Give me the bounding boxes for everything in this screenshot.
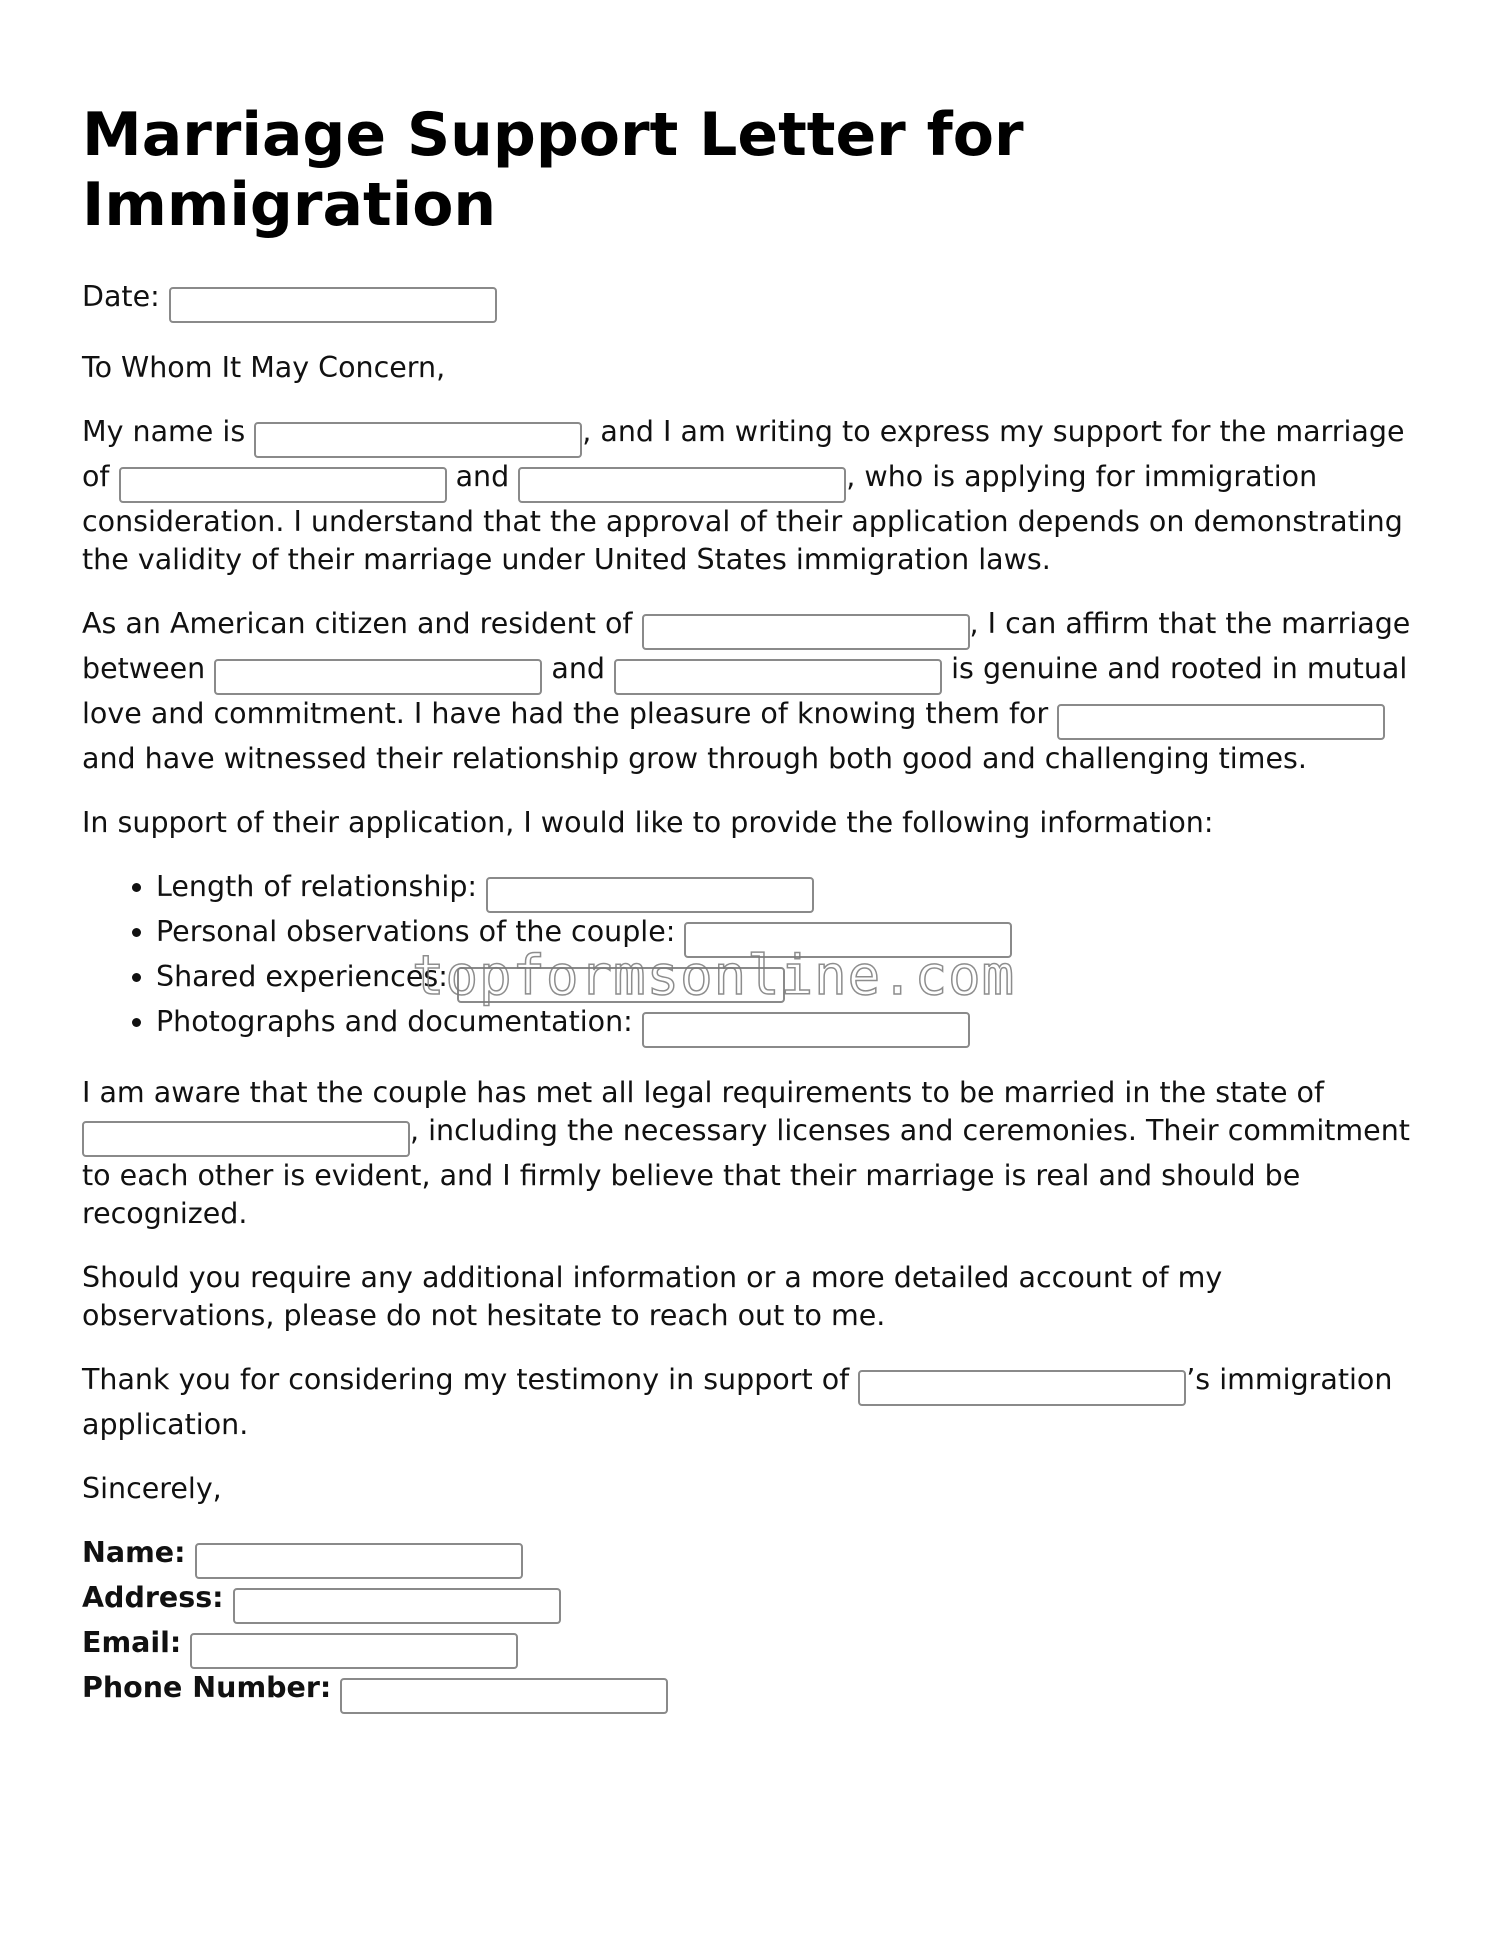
email-label: Email: (82, 1626, 182, 1659)
writer-name-input[interactable] (254, 422, 582, 458)
signature-block (82, 1534, 1412, 1714)
phone-label: Phone Number: (82, 1671, 332, 1704)
affirm-text-2: , I can affirm that the marriage between (82, 607, 1411, 685)
info-list (82, 868, 1412, 1048)
signature-email-row (82, 1624, 1412, 1669)
address-label: Address: (82, 1581, 224, 1614)
paragraph-contact: Should you require any additional information or a more detailed account of my observations, please do not hesitate to reach out to me. (82, 1261, 1223, 1332)
paragraph-legal (82, 1074, 1412, 1233)
signer-address-input[interactable] (233, 1588, 561, 1624)
date-line (82, 278, 1412, 323)
legal-text-1: I am aware that the couple has met all legal requirements to be married in the state of (82, 1076, 1325, 1109)
marriage-state-input[interactable] (82, 1121, 410, 1157)
thanks-text-1: Thank you for considering my testimony in support of (82, 1363, 859, 1396)
observations-input[interactable] (684, 922, 1012, 958)
list-item (156, 868, 1412, 913)
list-item (156, 1003, 1412, 1048)
affirm-text-4: is genuine and rooted in mutual love and commitment. I have had the pleasure of knowing them for (82, 652, 1408, 730)
residence-input[interactable] (642, 614, 970, 650)
shared-experiences-input[interactable] (457, 967, 785, 1003)
list-item-label: Length of relationship: (156, 870, 487, 903)
intro-text-1: My name is (82, 415, 255, 448)
signer-email-input[interactable] (190, 1633, 518, 1669)
signature-phone-row (82, 1669, 1412, 1714)
thanks-text-2: ’s immigration application. (82, 1363, 1393, 1441)
spouse-1-name-input[interactable] (119, 467, 447, 503)
applicant-name-input[interactable] (518, 467, 846, 503)
photographs-input[interactable] (642, 1012, 970, 1048)
letter-page (82, 100, 1412, 1714)
salutation: To Whom It May Concern, (82, 351, 446, 384)
relationship-length-input[interactable] (486, 877, 814, 913)
list-item (156, 913, 1412, 958)
affirm-text-5: and have witnessed their relationship grow through both good and challenging times. (82, 742, 1307, 775)
intro-text-3: and (446, 460, 519, 493)
affirm-text-1: As an American citizen and resident of (82, 607, 642, 640)
paragraph-intro (82, 413, 1412, 579)
partner-2-input[interactable] (614, 659, 942, 695)
partner-1-input[interactable] (214, 659, 542, 695)
list-item-label: Photographs and documentation: (156, 1005, 642, 1038)
list-item-label: Personal observations of the couple: (156, 915, 685, 948)
paragraph-affirmation (82, 605, 1412, 778)
name-label: Name: (82, 1536, 186, 1569)
signer-name-input[interactable] (195, 1543, 523, 1579)
paragraph-support-intro: In support of their application, I would like to provide the following information: (82, 806, 1214, 839)
signature-address-row (82, 1579, 1412, 1624)
date-label: Date: (82, 280, 160, 313)
page-title: Marriage Support Letter for Immigration (82, 100, 1024, 240)
list-item (156, 958, 1412, 1003)
paragraph-thanks (82, 1361, 1412, 1444)
signature-name-row (82, 1534, 1412, 1579)
signer-phone-input[interactable] (340, 1678, 668, 1714)
date-input[interactable] (169, 287, 497, 323)
beneficiary-name-input[interactable] (858, 1370, 1186, 1406)
intro-text-2: , and I am writing to express my support for the marriage of (82, 415, 1405, 493)
legal-text-2: , including the necessary licenses and ceremonies. Their commitment to each other is evident, and I firmly believe that their marriage is real and should be recognized. (82, 1114, 1410, 1230)
closing: Sincerely, (82, 1472, 222, 1505)
intro-text-4: , who is applying for immigration consideration. I understand that the approval of their application depends on demonstrating the validity of their marriage under United States immigration laws. (82, 460, 1403, 576)
known-duration-input[interactable] (1057, 704, 1385, 740)
list-item-label: Shared experiences: (156, 960, 457, 993)
affirm-text-3: and (542, 652, 615, 685)
